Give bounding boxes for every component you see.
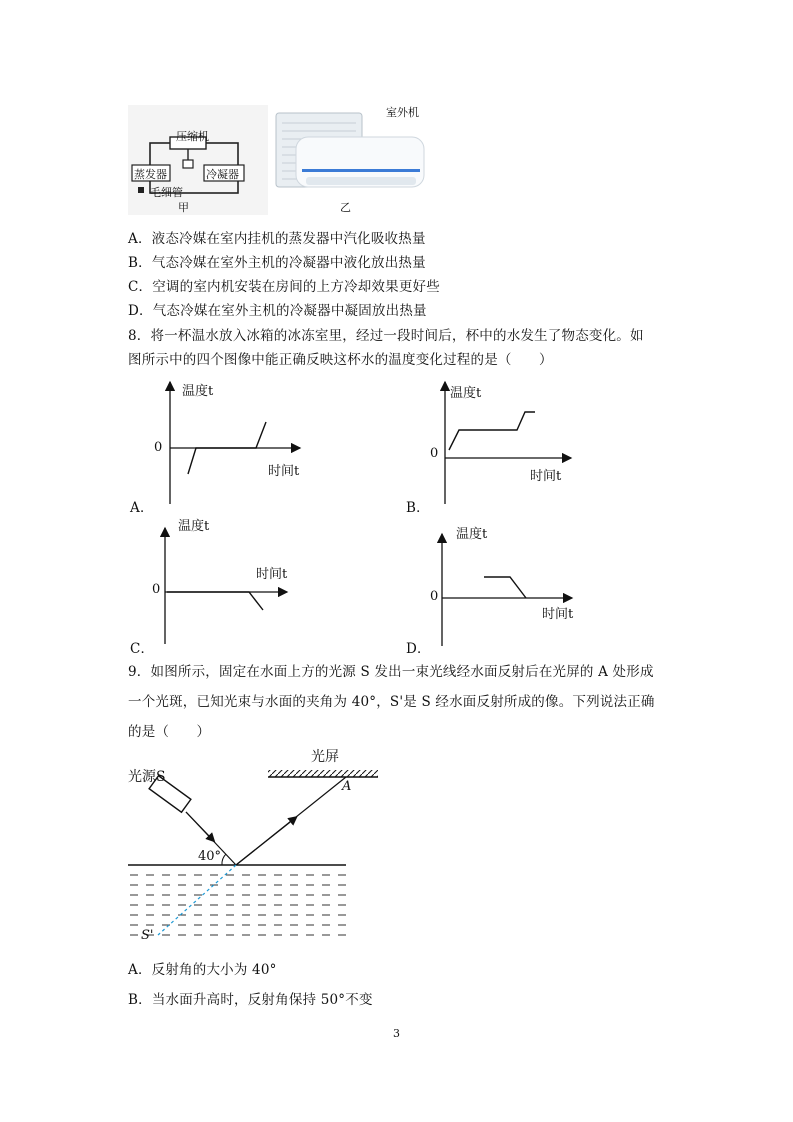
angle-label: 40° [198,849,222,864]
q7-option-c: C．空调的室内机安装在房间的上方冷却效果更好些 [128,279,440,295]
compressor-label: 压缩机 [176,130,209,143]
q7-option-a: A．液态冷媒在室内挂机的蒸发器中汽化吸收热量 [128,231,426,247]
graph-b-curve [449,412,535,450]
q7-option-b: B．气态冷媒在室外主机的冷凝器中液化放出热量 [128,255,426,271]
q8-stem-line2: 图所示中的四个图像中能正确反映这杯水的温度变化过程的是（ ） [128,352,553,368]
graph-a-letter: A． [130,500,154,516]
graph-a-curve [188,422,266,474]
figure-jia-caption: 甲 [178,201,189,214]
graph-b-letter: B． [406,500,430,516]
evaporator-label: 蒸发器 [134,168,167,181]
q9-option-a: A．反射角的大小为 40° [128,962,277,978]
screen-label: 光屏 [311,749,339,765]
figure-yi-caption: 乙 [340,201,351,214]
source-label: 光源S [128,769,166,785]
graph-d-xlabel: 时间t [542,607,574,622]
outdoor-unit-label: 室外机 [386,106,419,119]
image-label: S' [141,928,154,943]
q8-stem-line1: 8．将一杯温水放入冰箱的冰冻室里，经过一段时间后，杯中的水发生了物态变化。如 [128,328,644,344]
point-a-label: A [342,779,352,794]
graph-a-xlabel: 时间t [268,464,300,479]
graph-c-letter: C． [130,641,155,657]
graph-d-origin: 0 [430,589,439,604]
graph-d [422,530,582,650]
graph-c [145,524,305,648]
q7-option-d: D．气态冷媒在室外主机的冷凝器中凝固放出热量 [128,303,427,319]
graph-c-ylabel: 温度t [178,519,210,534]
graph-a [150,378,320,508]
graph-d-curve [484,577,526,598]
graph-a-ylabel: 温度t [182,384,214,399]
q9-stem-line2: 一个光斑，已知光束与水面的夹角为 40°，S'是 S 经水面反射所成的像。下列说法正确 [128,694,655,710]
q9-stem-line3: 的是（ ） [128,724,211,740]
graph-b-origin: 0 [430,446,439,461]
graph-c-origin: 0 [152,582,161,597]
q9-option-b: B．当水面升高时，反射角保持 50°不变 [128,992,373,1008]
graph-c-curve [167,592,263,610]
graph-a-origin: 0 [154,440,163,455]
page-number: 3 [393,1027,400,1040]
figure-jia-refrigeration-cycle [128,105,268,215]
graph-b-ylabel: 温度t [450,386,482,401]
graph-d-ylabel: 温度t [456,527,488,542]
q9-stem-line1: 9．如图所示，固定在水面上方的光源 S 发出一束光线经水面反射后在光屏的 A 处形成 [128,664,654,680]
graph-b [425,378,585,508]
capillary-label: 毛细管 [150,186,183,199]
graph-c-xlabel: 时间t [256,567,288,582]
graph-d-letter: D． [406,641,431,657]
condenser-label: 冷凝器 [206,168,239,181]
graph-b-xlabel: 时间t [530,469,562,484]
